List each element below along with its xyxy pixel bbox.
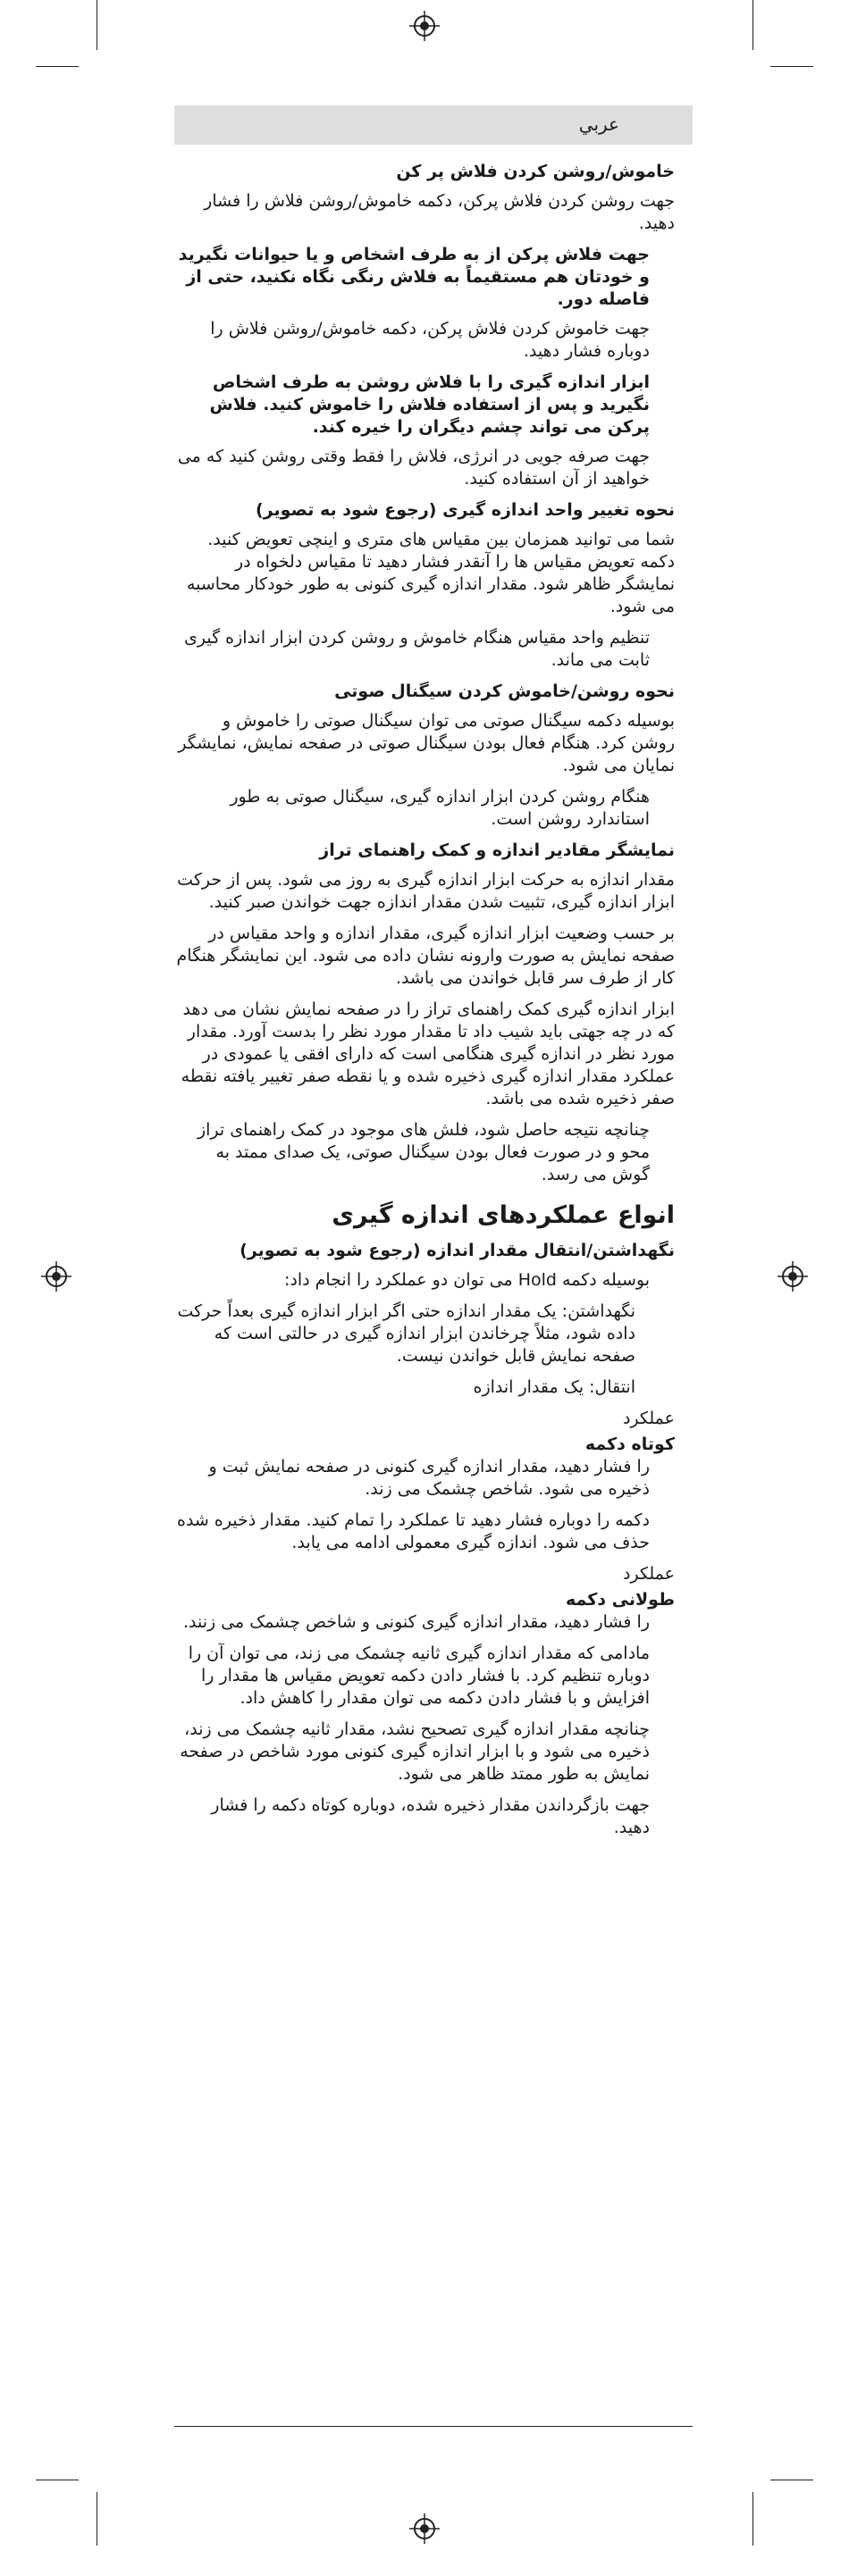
paragraph: بوسیله دکمه Hold می توان دو عملکرد را انجام داد: <box>283 1270 650 1290</box>
paragraph: بر حسب وضعیت ابزار اندازه گیری، مقدار اندازه و واحد مقیاس در صفحه نمایش به صورت وارونه نشان داده می شود. این نمایشگر هنگام کار از طرف سر قابل خواندن می باشد. <box>176 924 675 988</box>
manual-content <box>174 154 675 1848</box>
registration-mark-left <box>41 1261 71 1292</box>
paragraph: مقدار اندازه به حرکت ابزار اندازه گیری به روز می شود. پس از حرکت ابزار اندازه گیری، تثبیت شدن مقدار اندازه جهت خواندن صبر کنید. <box>177 870 675 912</box>
section-title-functions: انواع عملکردهای اندازه گیری <box>332 1201 675 1229</box>
mode-title-short: کوتاه دکمه <box>584 1434 675 1454</box>
section-title-signal: نحوه روشن/خاموش کردن سیگنال صوتی <box>334 682 675 701</box>
paragraph: را فشار دهید، مقدار اندازه گیری کنونی و شاخص چشمک می زنند. <box>182 1612 650 1632</box>
registration-mark-bottom <box>409 2513 440 2544</box>
warning-note: ابزار اندازه گیری را با فلاش روشن به طرف اشخاص نگیرید و پس از استفاده فلاش را خاموش کنید. فلاش پرکن می تواند چشم دیگران را خیره کند. <box>209 372 650 437</box>
paragraph: تنظیم واحد مقیاس هنگام خاموش و روشن کردن ابزار اندازه گیری ثابت می ماند. <box>183 628 650 670</box>
mode-title-long: طولانی دکمه <box>566 1590 675 1610</box>
paragraph: جهت صرفه جویی در انرژی، فلاش را فقط وقتی روشن کنید که می خواهید از آن استفاده کنید. <box>177 447 650 489</box>
warning-note: جهت فلاش پرکن از به طرف اشخاص و یا حیوانات نگیرید و خودتان هم مستقیماً به فلاش رنگی نگاه نکنید، حتی از فاصله دور. <box>178 245 650 309</box>
footer-rule <box>174 2426 693 2427</box>
subsection-title-hold: نگهداشتن/انتقال مقدار اندازه (رجوع شود به تصویر) <box>240 1241 675 1260</box>
mode-label: عملکرد <box>622 1409 675 1428</box>
registration-mark-right <box>778 1261 808 1292</box>
section-title-display: نمایشگر مقادیر اندازه و کمک راهنمای تراز <box>319 841 675 860</box>
paragraph: انتقال: یک مقدار اندازه <box>473 1377 635 1397</box>
paragraph: هنگام روشن کردن ابزار اندازه گیری، سیگنال صوتی به طور استاندارد روشن است. <box>230 787 650 829</box>
paragraph: مادامی که مقدار اندازه گیری ثانیه چشمک می زند، می توان آن را دوباره تنظیم کرد. با فشار دادن دکمه تعویض مقیاس ها مقدار را افزایش و با فشار دادن دکمه می توان مقدار را کاهش داد. <box>188 1643 650 1708</box>
section-title-fill-light: خاموش/روشن کردن فلاش پر کن <box>396 162 675 181</box>
section-title-units: نحوه تغییر واحد اندازه گیری (رجوع شود به تصویر) <box>256 500 675 520</box>
mode-label: عملکرد <box>622 1564 675 1584</box>
paragraph: ابزار اندازه گیری کمک راهنمای تراز را در صفحه نمایش نشان می دهد که در چه جهتی باید شیب داد تا مقدار مورد نظر را بدست آورد. مقدار مورد نظر در اندازه گیری هنگامی است که دارای افقی یا عمودی در عملکرد مقدار اندازه گیری ذخیره شده و یا نقطه صفر تغییر یافته نقطه صفر ذخیره شده می باشد. <box>181 999 675 1108</box>
language-header-bar <box>174 105 693 145</box>
paragraph: چنانچه نتیجه حاصل شود، فلش های موجود در کمک راهنمای تراز محو و در صورت فعال بودن سیگنال صوتی، یک صدای ممتد به گوش می رسد. <box>197 1120 650 1184</box>
paragraph: جهت خاموش کردن فلاش پرکن، دکمه خاموش/روشن فلاش را دوباره فشار دهید. <box>210 319 650 361</box>
paragraph: شما می توانید همزمان بین مقیاس های متری و اینچی تعویض کنید. دکمه تعویض مقیاس ها را آنقدر فشار دهید تا مقیاس دلخواه در نمایشگر ظاهر شود. مقدار اندازه گیری کنونی به طور خودکار محاسبه می شود. <box>186 530 675 616</box>
language-label: عربي <box>578 113 619 135</box>
paragraph: چنانچه مقدار اندازه گیری تصحیح نشد، مقدار ثانیه چشمک می زند، ذخیره می شود و با ابزار اندازه گیری کنونی مورد شاخص در صفحه نمایش به طور ممتد ظاهر می شود. <box>180 1719 650 1784</box>
paragraph: بوسیله دکمه سیگنال صوتی می توان سیگنال صوتی را خاموش و روشن کرد. هنگام فعال بودن سیگنال صوتی در صفحه نمایش، نمایشگر نمایان می شود. <box>178 711 675 775</box>
paragraph: جهت بازگرداندن مقدار ذخیره شده، دوباره کوتاه دکمه را فشار دهید. <box>211 1795 650 1837</box>
paragraph: دکمه را دوباره فشار دهید تا عملکرد را تمام کنید. مقدار ذخیره شده حذف می شود. اندازه گیری معمولی ادامه می یابد. <box>176 1510 650 1552</box>
crop-mark-bottom-right-v <box>752 2492 753 2546</box>
crop-mark-top-right-h <box>770 66 813 67</box>
registration-mark-top <box>409 11 440 41</box>
paragraph: نگهداشتن: یک مقدار اندازه حتی اگر ابزار اندازه گیری بعداً حرکت داده شود، مثلاً چرخاندن ابزار اندازه گیری در حالتی است که صفحه نمایش قابل خواندن نیست. <box>177 1301 635 1366</box>
crop-mark-top-left-h <box>36 66 79 67</box>
paragraph: جهت روشن کردن فلاش پرکن، دکمه خاموش/روشن فلاش را فشار دهید. <box>204 191 675 233</box>
crop-mark-top-right-v <box>752 0 753 50</box>
paragraph: را فشار دهید، مقدار اندازه گیری کنونی در صفحه نمایش ثبت و ذخیره می شود. شاخص چشمک می زند. <box>208 1457 650 1499</box>
